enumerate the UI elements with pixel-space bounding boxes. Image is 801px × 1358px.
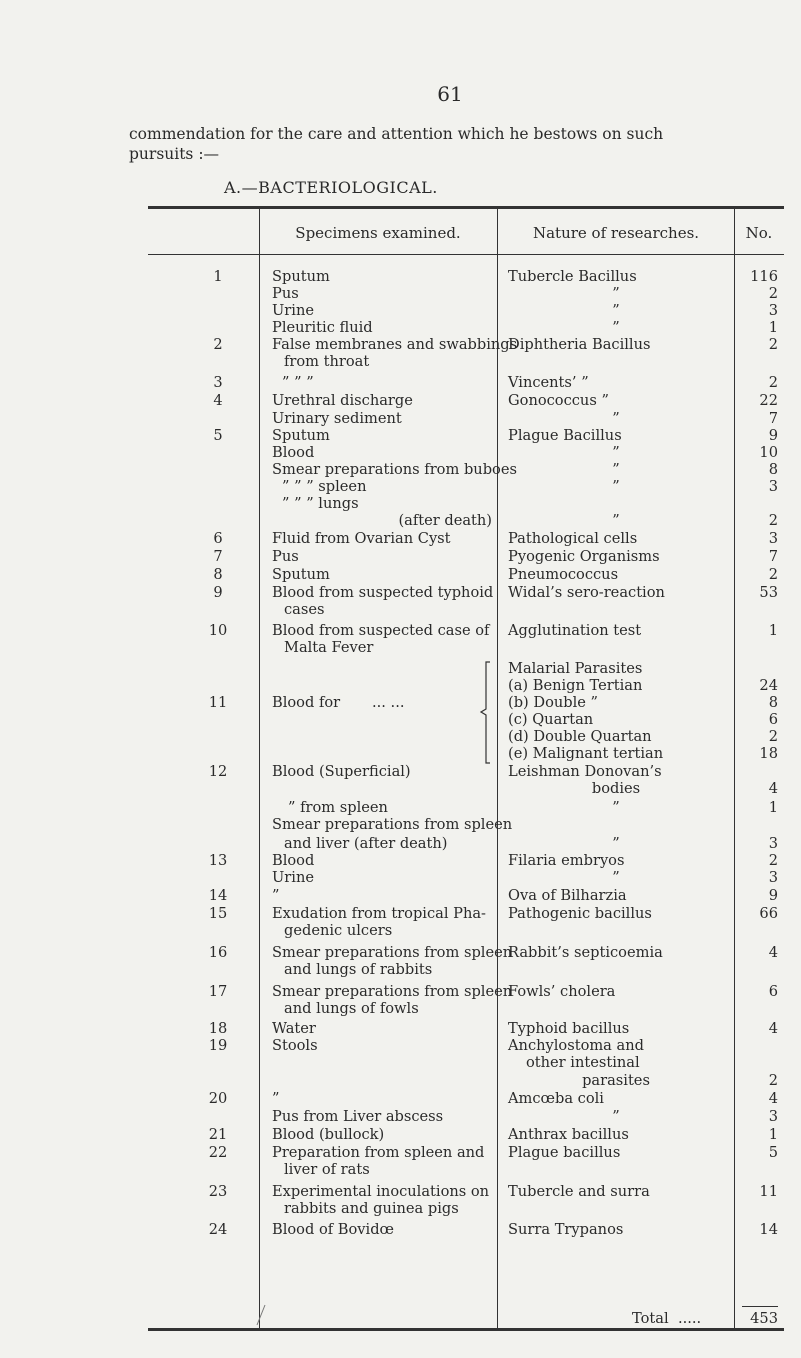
- nature-cell: Ova of Bilharzia: [508, 887, 627, 904]
- page-number: 61: [437, 82, 463, 106]
- row-number: 8: [213, 566, 223, 583]
- specimen-cell: and lungs of rabbits: [284, 961, 433, 978]
- count-cell: 6: [768, 983, 778, 1000]
- specimen-cell: Blood from suspected typhoid: [272, 584, 494, 601]
- specimen-cell: Fluid from Ovarian Cyst: [272, 530, 451, 547]
- count-cell: 1: [768, 622, 778, 639]
- nature-cell: ”: [612, 478, 620, 495]
- nature-cell: ”: [612, 285, 620, 302]
- count-cell: 4: [768, 780, 778, 797]
- nature-cell: Pathological cells: [508, 530, 638, 547]
- count-cell: 2: [768, 336, 778, 353]
- row-number: 17: [208, 983, 228, 1000]
- count-cell: 2: [768, 852, 778, 869]
- count-cell: 18: [759, 745, 778, 762]
- count-cell: 9: [768, 427, 778, 444]
- header-specimens: Specimens examined.: [295, 224, 461, 242]
- nature-cell: Pathogenic bacillus: [508, 905, 652, 922]
- specimen-cell: Urinary sediment: [272, 410, 402, 427]
- nature-cell: Fowls’ cholera: [508, 983, 616, 1000]
- count-cell: 1: [768, 319, 778, 336]
- count-cell: 2: [768, 566, 778, 583]
- nature-cell: Plague bacillus: [508, 1144, 621, 1161]
- row-number: 5: [213, 427, 223, 444]
- count-cell: 10: [759, 444, 778, 461]
- row-number: 14: [208, 887, 228, 904]
- specimen-cell: Malta Fever: [284, 639, 374, 656]
- nature-cell: Pyogenic Organisms: [508, 548, 660, 565]
- specimen-cell: rabbits and guinea pigs: [284, 1200, 459, 1217]
- specimen-cell: Blood from suspected case of: [272, 622, 490, 639]
- nature-cell: parasites: [582, 1072, 650, 1089]
- specimen-cell: ” ” ” spleen: [282, 478, 367, 495]
- specimen-cell: ” ” ” lungs: [282, 495, 359, 512]
- count-cell: 14: [759, 1221, 778, 1238]
- nature-cell: Agglutination test: [508, 622, 642, 639]
- total-dots: .....: [678, 1310, 702, 1327]
- specimen-cell: Urethral discharge: [272, 392, 413, 409]
- count-cell: 116: [750, 268, 778, 285]
- specimen-cell: Urine: [272, 302, 314, 319]
- nature-cell: ”: [612, 319, 620, 336]
- nature-cell: (d) Double Quartan: [508, 728, 652, 745]
- nature-cell: (e) Malignant tertian: [508, 745, 664, 762]
- row-number: 22: [208, 1144, 228, 1161]
- nature-cell: Tubercle Bacillus: [508, 268, 637, 285]
- count-cell: 2: [768, 512, 778, 529]
- specimen-cell: (after death): [398, 512, 492, 529]
- specimen-cell: liver of rats: [284, 1161, 370, 1178]
- specimen-cell: Sputum: [272, 427, 330, 444]
- nature-cell: Gonococcus ”: [508, 392, 609, 409]
- row-number: 20: [208, 1090, 228, 1107]
- count-cell: 7: [768, 410, 778, 427]
- pen-mark: [255, 1304, 267, 1326]
- specimen-cell: ” ” ”: [282, 374, 314, 391]
- specimen-cell: ” from spleen: [288, 799, 388, 816]
- header-no: No.: [745, 224, 773, 242]
- specimen-cell: Pus: [272, 285, 299, 302]
- specimen-cell: ”: [272, 1090, 280, 1107]
- specimen-cell: and lungs of fowls: [284, 1000, 419, 1017]
- specimen-cell: Pus: [272, 548, 299, 565]
- specimen-cell: Smear preparations from spleen: [272, 983, 513, 1000]
- nature-cell: Vincents’ ”: [508, 374, 589, 391]
- specimen-cell: Water: [272, 1020, 316, 1037]
- count-cell: 22: [759, 392, 778, 409]
- nature-cell: Tubercle and surra: [508, 1183, 650, 1200]
- row-number: 3: [213, 374, 223, 391]
- col-rule-1: [259, 208, 260, 1330]
- count-cell: 3: [768, 302, 778, 319]
- nature-cell: other intestinal: [526, 1054, 640, 1071]
- row-number: 6: [213, 530, 223, 547]
- count-cell: 53: [759, 584, 778, 601]
- count-cell: 3: [768, 835, 778, 852]
- specimen-cell: Smear preparations from spleen: [272, 816, 513, 833]
- nature-cell: Typhoid bacillus: [508, 1020, 630, 1037]
- count-cell: 8: [768, 461, 778, 478]
- col-rule-2: [497, 208, 498, 1330]
- count-cell: 4: [768, 1020, 778, 1037]
- specimen-cell: Pleuritic fluid: [272, 319, 373, 336]
- nature-cell: ”: [612, 869, 620, 886]
- row-number: 15: [208, 905, 228, 922]
- count-cell: 3: [768, 869, 778, 886]
- row-number: 4: [213, 392, 223, 409]
- count-cell: 1: [768, 799, 778, 816]
- count-cell: 24: [759, 677, 778, 694]
- specimen-cell: ”: [272, 887, 280, 904]
- nature-cell: ”: [612, 835, 620, 852]
- nature-cell: Plague Bacillus: [508, 427, 622, 444]
- row-number: 7: [213, 548, 223, 565]
- nature-cell: Malarial Parasites: [508, 660, 643, 677]
- row-number: 9: [213, 584, 223, 601]
- count-cell: 3: [768, 530, 778, 547]
- nature-cell: ”: [612, 1108, 620, 1125]
- specimen-cell: Blood: [272, 444, 315, 461]
- count-cell: 9: [768, 887, 778, 904]
- specimen-cell: Exudation from tropical Pha-: [272, 905, 486, 922]
- row-number: 1: [213, 268, 223, 285]
- nature-cell: Anthrax bacillus: [508, 1126, 629, 1143]
- nature-cell: Anchylostoma and: [508, 1037, 644, 1054]
- specimen-cell: Sputum: [272, 268, 330, 285]
- bracket-brace: [478, 661, 492, 764]
- nature-cell: bodies: [591, 780, 641, 797]
- nature-cell: Pneumococcus: [508, 566, 619, 583]
- row-number: 2: [213, 336, 223, 353]
- intro-paragraph: commendation for the care and attention which he bestows on such pursuits :—: [129, 125, 664, 163]
- row-number: 19: [208, 1037, 228, 1054]
- specimen-cell: Preparation from spleen and: [272, 1144, 485, 1161]
- specimen-cell: Blood (bullock): [272, 1126, 385, 1143]
- nature-cell: Surra Trypanos: [508, 1221, 624, 1238]
- table-top-rule: [148, 206, 784, 209]
- specimen-cell: from throat: [284, 353, 370, 370]
- count-cell: 7: [768, 548, 778, 565]
- nature-cell: Rabbit’s septicoemia: [508, 944, 663, 961]
- specimen-cell: Urine: [272, 869, 314, 886]
- count-cell: 4: [768, 1090, 778, 1107]
- row-number: 21: [208, 1126, 228, 1143]
- nature-cell: Amcœba coli: [508, 1090, 604, 1107]
- nature-cell: (c) Quartan: [508, 711, 594, 728]
- specimen-cell: cases: [284, 601, 325, 618]
- row-number: 18: [208, 1020, 228, 1037]
- row-number: 12: [208, 763, 228, 780]
- nature-cell: (b) Double ”: [508, 694, 598, 711]
- header-nature: Nature of researches.: [532, 224, 700, 242]
- row-number: 11: [208, 694, 228, 711]
- specimen-cell: Blood for: [272, 694, 341, 711]
- specimen-cell: Blood: [272, 852, 315, 869]
- count-cell: 3: [768, 478, 778, 495]
- count-cell: 4: [768, 944, 778, 961]
- row-number: 10: [208, 622, 228, 639]
- count-cell: 5: [768, 1144, 778, 1161]
- count-cell: 6: [768, 711, 778, 728]
- nature-cell: ”: [612, 512, 620, 529]
- specimen-cell: and liver (after death): [284, 835, 448, 852]
- nature-cell: ”: [612, 799, 620, 816]
- specimen-cell: Blood of Bovidœ: [272, 1221, 394, 1238]
- specimen-cell: Stools: [272, 1037, 318, 1054]
- total-rule: [742, 1306, 778, 1307]
- nature-cell: ”: [612, 444, 620, 461]
- row-number: 23: [208, 1183, 228, 1200]
- specimen-cell: Blood (Superficial): [272, 763, 411, 780]
- count-cell: 3: [768, 1108, 778, 1125]
- specimen-cell: Smear preparations from buboes: [272, 461, 517, 478]
- count-cell: 11: [759, 1183, 778, 1200]
- row-number: 24: [208, 1221, 228, 1238]
- count-cell: 1: [768, 1126, 778, 1143]
- count-cell: 2: [768, 285, 778, 302]
- header-bottom-rule: [148, 254, 784, 255]
- nature-cell: Widal’s sero-reaction: [508, 584, 665, 601]
- section-heading: A.—BACTERIOLOGICAL.: [224, 178, 438, 197]
- specimen-cell: Sputum: [272, 566, 330, 583]
- count-cell: 2: [768, 374, 778, 391]
- count-cell: 66: [759, 905, 778, 922]
- nature-cell: ”: [612, 410, 620, 427]
- nature-cell: ”: [612, 302, 620, 319]
- row-number: 16: [208, 944, 228, 961]
- count-cell: 8: [768, 694, 778, 711]
- nature-cell: Filaria embryos: [508, 852, 625, 869]
- leader-dots: ... ...: [372, 694, 405, 711]
- specimen-cell: Pus from Liver abscess: [272, 1108, 444, 1125]
- nature-cell: (a) Benign Tertian: [508, 677, 643, 694]
- table-bottom-rule: [148, 1328, 784, 1331]
- total-label: Total: [632, 1310, 669, 1327]
- specimen-cell: Smear preparations from spleen: [272, 944, 513, 961]
- row-number: 13: [208, 852, 228, 869]
- specimen-cell: False membranes and swabbings: [272, 336, 518, 353]
- nature-cell: Leishman Donovan’s: [508, 763, 662, 780]
- count-cell: 2: [768, 1072, 778, 1089]
- count-cell: 2: [768, 728, 778, 745]
- nature-cell: ”: [612, 461, 620, 478]
- specimen-cell: Experimental inoculations on: [272, 1183, 490, 1200]
- nature-cell: Diphtheria Bacillus: [508, 336, 651, 353]
- total-value: 453: [750, 1310, 778, 1327]
- specimen-cell: gedenic ulcers: [284, 922, 393, 939]
